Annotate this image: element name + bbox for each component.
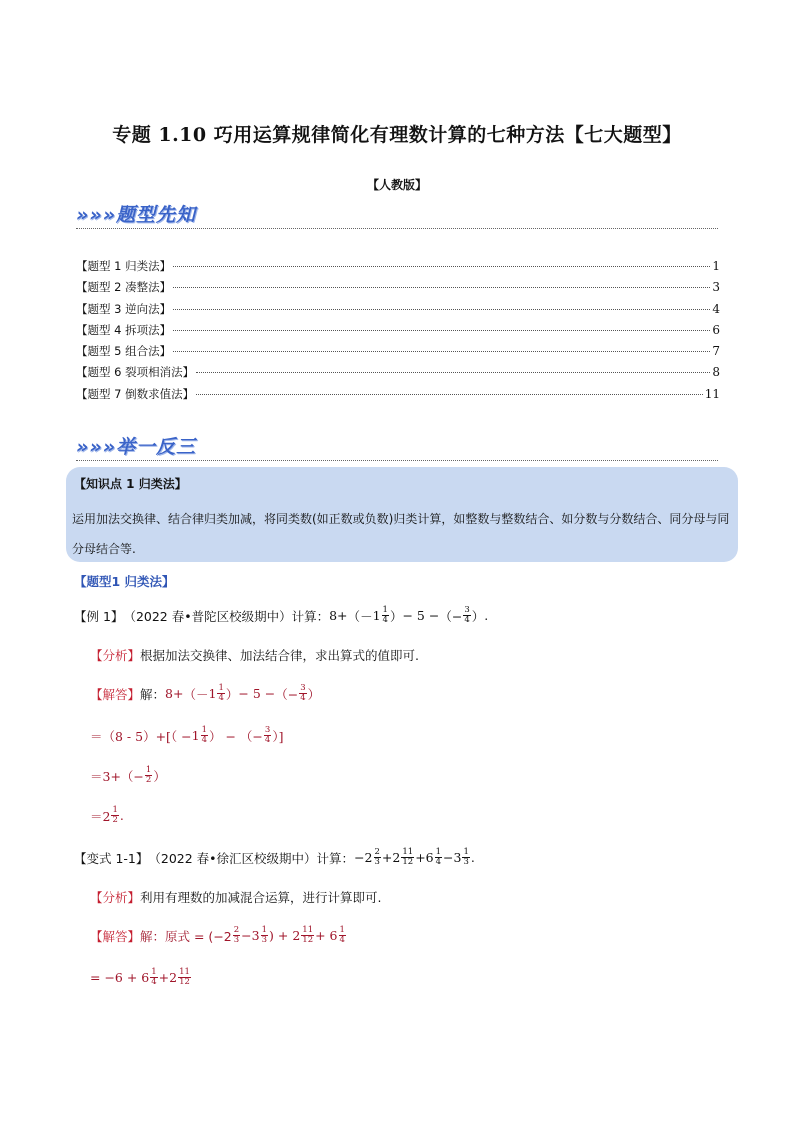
answer-prefix: 解： xyxy=(140,686,166,702)
toc-label: 【题型 2 凑整法】 xyxy=(76,280,172,295)
toc-leader xyxy=(173,266,710,267)
denominator: 4 xyxy=(264,735,271,745)
document-title: 专题 1.10 巧用运算规律简化有理数计算的七种方法【七大题型】 xyxy=(112,124,682,146)
expr-part: ＝（8 - 5）+[（ − xyxy=(90,728,192,744)
toc-label: 【题型 1 归类法】 xyxy=(76,259,172,273)
fraction xyxy=(264,726,271,745)
toc-page: 3 xyxy=(712,280,720,295)
expr-part: . xyxy=(470,850,475,865)
denominator: 4 xyxy=(218,693,224,703)
toc-label: 【题型 7 倒数求值法】 xyxy=(76,386,195,401)
expr-part: +2 xyxy=(381,850,401,865)
expr-part: −3 xyxy=(443,850,462,865)
answer-prefix: 解：原式 = (−2 xyxy=(140,928,232,944)
variant-1-1-question xyxy=(74,848,475,867)
expr-part: （− xyxy=(275,686,299,702)
fraction xyxy=(261,926,268,945)
denominator: 4 xyxy=(435,857,442,867)
expr-part: ） xyxy=(307,686,321,702)
fraction xyxy=(339,926,346,945)
toc-page: 6 xyxy=(712,322,720,337)
expr-part: ) + 2 xyxy=(269,928,301,943)
expr-part: （− xyxy=(439,608,463,624)
numerator: 1 xyxy=(463,847,469,857)
toc-leader xyxy=(196,372,710,373)
denominator: 3 xyxy=(463,857,469,867)
expr-part: . xyxy=(119,808,124,823)
answer-expression xyxy=(140,926,347,945)
denominator: 4 xyxy=(151,977,157,987)
fraction xyxy=(150,968,157,987)
expr-part: + 6 xyxy=(315,928,338,943)
expr-part: ） xyxy=(225,686,239,702)
fraction xyxy=(401,848,414,867)
numerator: 3 xyxy=(464,605,470,615)
toc-entry[interactable] xyxy=(76,322,720,343)
toc-leader xyxy=(173,309,710,310)
toc-page: 7 xyxy=(712,344,720,359)
expr-part: ） − （− xyxy=(209,728,263,744)
toc-label: 【题型 3 逆向法】 xyxy=(76,301,172,316)
solution-step-2 xyxy=(90,766,166,785)
expr-part: ） xyxy=(471,608,485,624)
toc-leader xyxy=(173,330,710,331)
variant-label: 【变式 1-1】 xyxy=(74,850,149,866)
numerator: 3 xyxy=(264,725,271,735)
solution-step-1 xyxy=(90,726,283,745)
toc-label: 【题型 5 组合法】 xyxy=(76,344,172,359)
expr-part: － xyxy=(360,608,373,624)
toc-label: 【题型 6 裂项相消法】 xyxy=(76,365,195,380)
example-1-analysis xyxy=(90,646,419,664)
toc-page: 8 xyxy=(712,365,720,380)
example-1-answer xyxy=(90,684,320,703)
expr-part: −3 xyxy=(241,928,260,943)
analysis-label: 【分析】 xyxy=(90,648,141,663)
numerator: 1 xyxy=(218,683,224,693)
solution-step-3 xyxy=(90,806,124,825)
answer-label: 【解答】 xyxy=(90,686,141,702)
expr-part: 8+ xyxy=(165,686,184,701)
numerator: 1 xyxy=(201,725,207,735)
denominator: 12 xyxy=(179,977,190,987)
numerator: 11 xyxy=(402,847,414,857)
toc-page: 11 xyxy=(704,386,720,401)
expr-part: +2 xyxy=(158,970,178,985)
expr-part: +6 xyxy=(415,850,434,865)
knowledge-point-text: 运用加法交换律、结合律归类加减，将同类数(如正数或负数)归类计算，如整数与整数结合、如分数与分数结合、同分母与同分母结合等. xyxy=(72,512,730,556)
expr-part: （ xyxy=(347,608,361,624)
fraction xyxy=(111,806,118,825)
knowledge-point-title: 【知识点 1 归类法】 xyxy=(74,477,187,491)
expr-part: − 5 − xyxy=(238,686,276,701)
analysis-text: 利用有理数的加减混合运算，进行计算即可. xyxy=(140,890,382,905)
expr-part: ） xyxy=(389,608,403,624)
numerator: 2 xyxy=(233,925,240,935)
whole-part: 1 xyxy=(372,608,381,623)
variant-source: （2022 春•徐汇区校级期中）计算： xyxy=(148,850,355,866)
numerator: 1 xyxy=(112,805,118,815)
expr-part: − 5 − xyxy=(402,608,440,623)
edition-label: 【人教版】 xyxy=(366,178,427,192)
toc-entry[interactable] xyxy=(76,279,720,300)
denominator: 4 xyxy=(339,935,345,945)
whole-part: 1 xyxy=(208,686,217,701)
fraction xyxy=(178,968,191,987)
whole-part: 1 xyxy=(191,728,200,743)
denominator: 2 xyxy=(112,815,118,825)
numerator: 11 xyxy=(302,925,314,935)
fraction xyxy=(374,848,381,867)
fraction xyxy=(463,606,470,625)
section-header-practice: »»»举一反三 xyxy=(76,436,197,458)
expr-part: −2 xyxy=(354,850,373,865)
answer-expression xyxy=(165,684,320,703)
denominator: 4 xyxy=(382,615,388,625)
denominator: 4 xyxy=(464,615,470,625)
expr-part: ）] xyxy=(272,728,284,744)
expr-part: = −6 + 6 xyxy=(90,970,150,985)
toc-page: 1 xyxy=(712,259,720,273)
fraction xyxy=(301,926,314,945)
numerator: 1 xyxy=(151,967,157,977)
example-source: （2022 春•普陀区校级期中）计算： xyxy=(123,608,330,624)
denominator: 2 xyxy=(145,775,152,785)
toc-entry[interactable] xyxy=(76,364,720,385)
variant-1-1-analysis xyxy=(90,888,382,906)
toc-leader xyxy=(173,351,710,352)
numerator: 1 xyxy=(261,925,268,935)
denominator: 3 xyxy=(374,857,380,867)
divider xyxy=(76,460,718,461)
numerator: 1 xyxy=(382,605,388,615)
expr-part: － xyxy=(195,686,209,702)
numerator: 1 xyxy=(145,765,152,775)
variant-solution-step-1 xyxy=(90,968,192,987)
analysis-text: 根据加法交换律、加法结合律，求出算式的值即可. xyxy=(140,648,419,663)
table-of-contents xyxy=(76,258,720,407)
toc-entry[interactable] xyxy=(76,386,720,407)
type-heading: 【题型1 归类法】 xyxy=(74,574,175,589)
denominator: 3 xyxy=(233,935,240,945)
fraction xyxy=(462,848,469,867)
example-label: 【例 1】 xyxy=(74,608,124,624)
numerator: 1 xyxy=(435,847,442,857)
fraction xyxy=(233,926,240,945)
toc-entry[interactable] xyxy=(76,343,720,364)
divider xyxy=(76,228,718,229)
expr-part: 8+ xyxy=(329,608,348,623)
mixed-number xyxy=(373,606,390,625)
toc-leader xyxy=(196,394,703,395)
denominator: 4 xyxy=(201,735,207,745)
toc-entry[interactable] xyxy=(76,301,720,322)
fraction xyxy=(201,726,208,745)
numerator: 11 xyxy=(179,967,190,977)
expr-part: . xyxy=(484,608,489,623)
expr-part: ＝3+（− xyxy=(90,768,144,784)
answer-label: 【解答】 xyxy=(90,928,141,944)
numerator: 1 xyxy=(339,925,345,935)
toc-label: 【题型 4 拆项法】 xyxy=(76,322,172,337)
fraction xyxy=(217,684,224,703)
variant-1-1-answer xyxy=(90,926,347,945)
numerator: 3 xyxy=(300,683,306,693)
expr-part: ＝2 xyxy=(90,808,111,824)
toc-leader xyxy=(173,287,710,288)
denominator: 3 xyxy=(261,935,268,945)
example-1-question xyxy=(74,606,488,625)
denominator: 12 xyxy=(402,857,414,867)
fraction xyxy=(299,684,306,703)
expr-part: （ xyxy=(183,686,196,702)
analysis-label: 【分析】 xyxy=(90,890,141,905)
fraction xyxy=(435,848,442,867)
toc-entry[interactable] xyxy=(76,258,720,279)
expr-part: ） xyxy=(153,768,166,784)
denominator: 12 xyxy=(302,935,314,945)
numerator: 2 xyxy=(374,847,380,857)
fraction xyxy=(145,766,152,785)
toc-page: 4 xyxy=(712,301,720,316)
fraction xyxy=(382,606,389,625)
denominator: 4 xyxy=(300,693,306,703)
section-header-preview: »»»题型先知 xyxy=(76,204,197,226)
